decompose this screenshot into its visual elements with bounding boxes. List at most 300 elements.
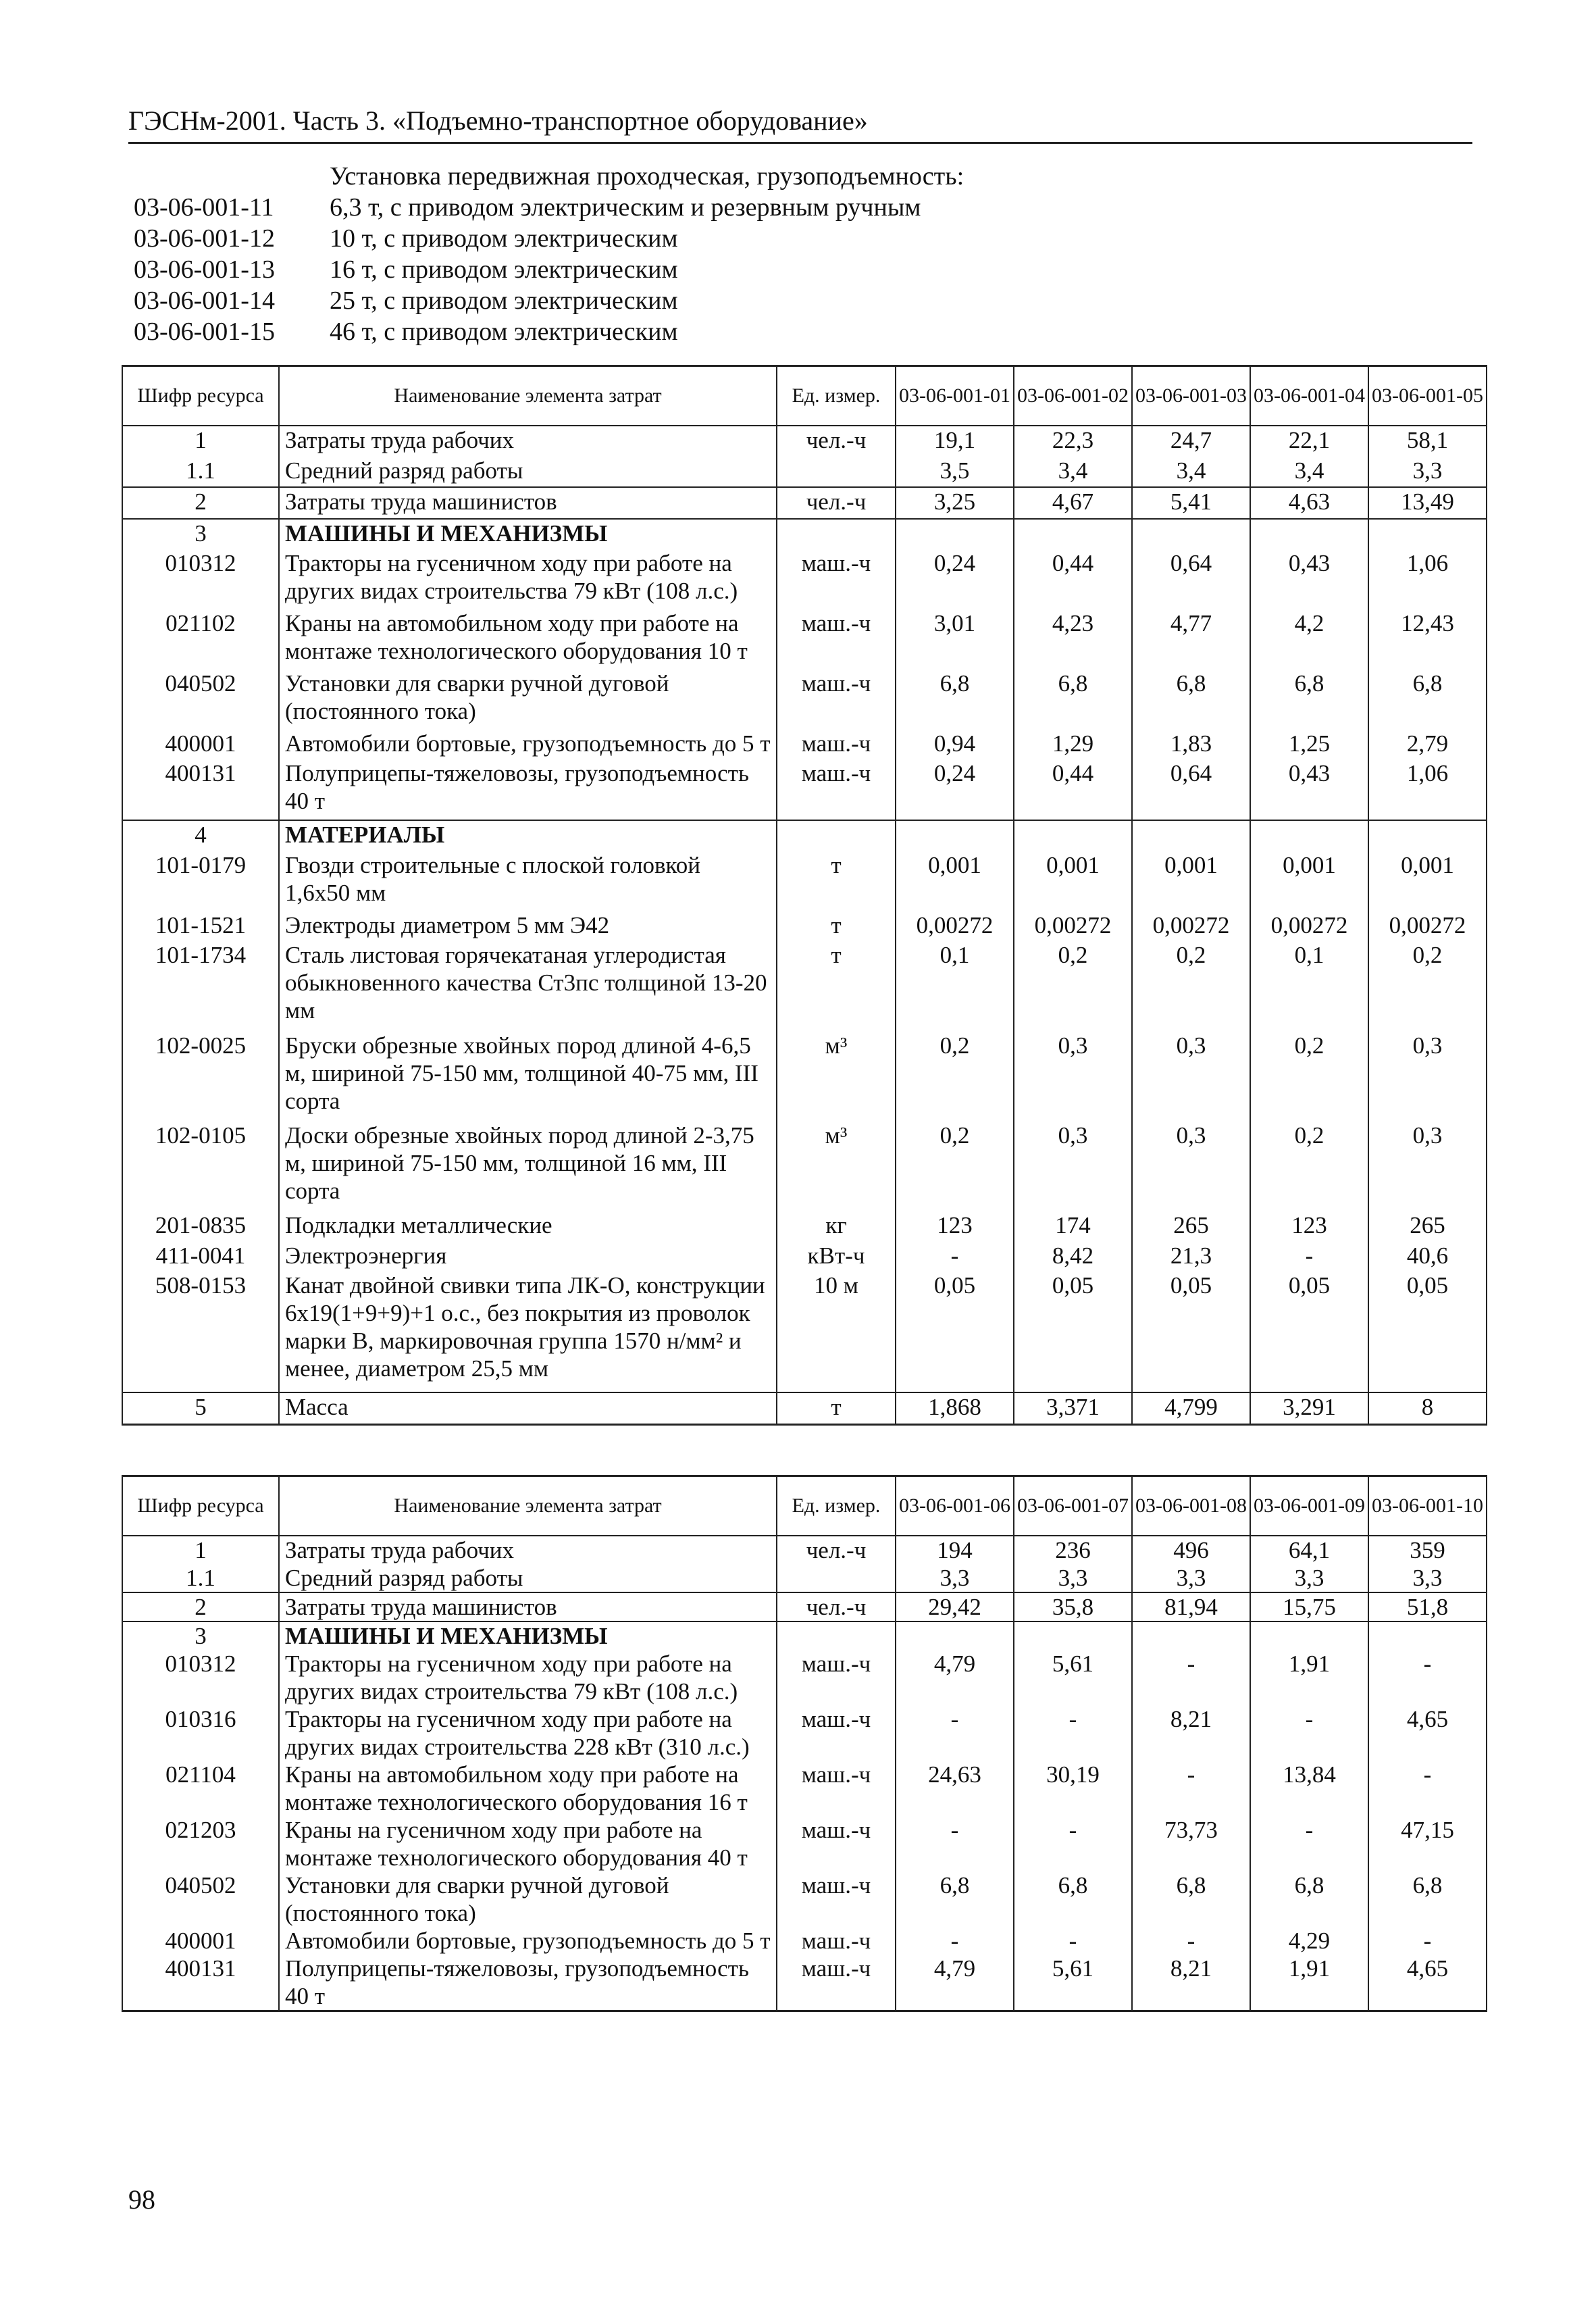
resource-value: 4,23 bbox=[1014, 609, 1132, 670]
resource-name: Затраты труда машинистов bbox=[279, 487, 777, 519]
page-header: ГЭСНм-2001. Часть 3. «Подъемно-транспортное оборудование» bbox=[128, 100, 1472, 144]
resource-value: 22,1 bbox=[1250, 426, 1368, 457]
resource-name: Доски обрезные хвойных пород длиной 2-3,75 м, шириной 75-150 мм, толщиной 16 мм, III сорта bbox=[279, 1122, 777, 1211]
resource-value: 0,001 bbox=[1014, 851, 1132, 911]
resource-value: 3,3 bbox=[1368, 457, 1487, 488]
resource-unit bbox=[777, 457, 896, 488]
resource-unit: маш.-ч bbox=[777, 1816, 896, 1871]
intro-item-text: 25 т, с приводом электрическим bbox=[330, 286, 678, 315]
table-row bbox=[122, 911, 1487, 941]
resource-value: 51,8 bbox=[1368, 1592, 1487, 1621]
resource-value: - bbox=[1368, 1650, 1487, 1705]
resource-value: 3,3 bbox=[1250, 1564, 1368, 1592]
resource-value: 0,1 bbox=[1250, 941, 1368, 1031]
header-column: 03-06-001-04 bbox=[1250, 366, 1368, 426]
resource-value: 64,1 bbox=[1250, 1536, 1368, 1564]
resource-value: - bbox=[1132, 1650, 1250, 1705]
resource-value: 0,00272 bbox=[1014, 911, 1132, 941]
resource-unit: чел.-ч bbox=[777, 426, 896, 457]
resource-value: 6,8 bbox=[1014, 1871, 1132, 1927]
resource-unit: кВт-ч bbox=[777, 1242, 896, 1272]
resource-value: 3,01 bbox=[896, 609, 1014, 670]
resource-unit: маш.-ч bbox=[777, 670, 896, 730]
resource-name: Полуприцепы-тяжеловозы, грузоподъемность 40 т bbox=[279, 1955, 777, 2011]
intro-item-code: 03-06-001-11 bbox=[134, 193, 274, 222]
resource-value: 6,8 bbox=[1368, 670, 1487, 730]
table-row bbox=[122, 519, 1487, 550]
resource-name: МАТЕРИАЛЫ bbox=[279, 820, 777, 851]
resource-code: 400131 bbox=[122, 1955, 279, 2011]
table-row bbox=[122, 1392, 1487, 1424]
resource-unit: т bbox=[777, 851, 896, 911]
resource-unit: маш.-ч bbox=[777, 1927, 896, 1955]
resource-value bbox=[1132, 1621, 1250, 1650]
resource-name: Сталь листовая горячекатаная углеродистая обыкновенного качества Ст3пс толщиной 13-20 мм bbox=[279, 941, 777, 1031]
resource-unit: маш.-ч bbox=[777, 1761, 896, 1816]
resource-code: 010312 bbox=[122, 549, 279, 609]
resource-value: 0,05 bbox=[1368, 1272, 1487, 1392]
resource-value: 0,00272 bbox=[1368, 911, 1487, 941]
resource-value: 22,3 bbox=[1014, 426, 1132, 457]
resource-value: 0,1 bbox=[896, 941, 1014, 1031]
resource-value: - bbox=[1250, 1705, 1368, 1761]
resource-name: Затраты труда рабочих bbox=[279, 426, 777, 457]
resource-value: 4,29 bbox=[1250, 1927, 1368, 1955]
resource-value bbox=[1132, 519, 1250, 550]
resource-value: 1,91 bbox=[1250, 1650, 1368, 1705]
resource-code: 4 bbox=[122, 820, 279, 851]
header-unit: Ед. измер. bbox=[777, 1476, 896, 1536]
resource-value: 6,8 bbox=[1014, 670, 1132, 730]
resource-name: Электроды диаметром 5 мм Э42 bbox=[279, 911, 777, 941]
header-column: 03-06-001-07 bbox=[1014, 1476, 1132, 1536]
resource-value bbox=[896, 1621, 1014, 1650]
resource-value: 174 bbox=[1014, 1211, 1132, 1241]
resource-value: 4,63 bbox=[1250, 487, 1368, 519]
resource-unit bbox=[777, 1564, 896, 1592]
resource-code: 101-0179 bbox=[122, 851, 279, 911]
intro-item bbox=[134, 316, 1451, 347]
resource-value: 0,05 bbox=[896, 1272, 1014, 1392]
resource-value: 0,001 bbox=[1132, 851, 1250, 911]
resource-value: 58,1 bbox=[1368, 426, 1487, 457]
header-name: Наименование элемента затрат bbox=[279, 366, 777, 426]
resource-value: 29,42 bbox=[896, 1592, 1014, 1621]
intro-item-text: 16 т, с приводом электрическим bbox=[330, 255, 678, 284]
header-column: 03-06-001-02 bbox=[1014, 366, 1132, 426]
resource-name: Канат двойной свивки типа ЛК-О, конструкции 6х19(1+9+9)+1 о.с., без покрытия из проволок марки В, маркировочная группа 1570 н/мм² и менее, диаметром 25,5 мм bbox=[279, 1272, 777, 1392]
resource-value: 0,2 bbox=[896, 1122, 1014, 1211]
resource-name: Автомобили бортовые, грузоподъемность до 5 т bbox=[279, 730, 777, 759]
header-column: 03-06-001-05 bbox=[1368, 366, 1487, 426]
table-row bbox=[122, 1211, 1487, 1241]
table-row bbox=[122, 670, 1487, 730]
resource-table-2 bbox=[122, 1475, 1487, 2012]
table-row bbox=[122, 1927, 1487, 1955]
resource-value: 0,00272 bbox=[1250, 911, 1368, 941]
table-row bbox=[122, 1122, 1487, 1211]
table-row bbox=[122, 1705, 1487, 1761]
table-row bbox=[122, 1592, 1487, 1621]
resource-value: 0,43 bbox=[1250, 549, 1368, 609]
intro-title: Установка передвижная проходческая, грузоподъемность: bbox=[330, 162, 964, 191]
resource-value: 0,2 bbox=[1250, 1032, 1368, 1122]
header-code: Шифр ресурса bbox=[122, 1476, 279, 1536]
resource-value: 3,4 bbox=[1250, 457, 1368, 488]
resource-value: 4,77 bbox=[1132, 609, 1250, 670]
resource-value: 0,3 bbox=[1014, 1032, 1132, 1122]
resource-code: 1 bbox=[122, 1536, 279, 1564]
resource-name: Затраты труда машинистов bbox=[279, 1592, 777, 1621]
resource-code: 3 bbox=[122, 519, 279, 550]
resource-unit: т bbox=[777, 1392, 896, 1424]
resource-value bbox=[1250, 519, 1368, 550]
header-column: 03-06-001-08 bbox=[1132, 1476, 1250, 1536]
resource-value: - bbox=[1014, 1705, 1132, 1761]
resource-value bbox=[896, 519, 1014, 550]
resource-name: Подкладки металлические bbox=[279, 1211, 777, 1241]
resource-name: Электроэнергия bbox=[279, 1242, 777, 1272]
resource-value: 21,3 bbox=[1132, 1242, 1250, 1272]
resource-name: Гвозди строительные с плоской головкой 1,6х50 мм bbox=[279, 851, 777, 911]
resource-value: 3,291 bbox=[1250, 1392, 1368, 1424]
resource-code: 400001 bbox=[122, 1927, 279, 1955]
resource-value: 265 bbox=[1368, 1211, 1487, 1241]
table-row bbox=[122, 1871, 1487, 1927]
resource-value: 8,21 bbox=[1132, 1705, 1250, 1761]
resource-unit: чел.-ч bbox=[777, 1536, 896, 1564]
resource-unit: маш.-ч bbox=[777, 1871, 896, 1927]
resource-value: 0,2 bbox=[1132, 941, 1250, 1031]
resource-value bbox=[1250, 1621, 1368, 1650]
resource-value: - bbox=[896, 1242, 1014, 1272]
intro-item-code: 03-06-001-13 bbox=[134, 255, 275, 284]
header-column: 03-06-001-06 bbox=[896, 1476, 1014, 1536]
resource-unit: м³ bbox=[777, 1032, 896, 1122]
resource-code: 040502 bbox=[122, 670, 279, 730]
resource-value: 1,91 bbox=[1250, 1955, 1368, 2011]
resource-value: - bbox=[1250, 1242, 1368, 1272]
resource-value: 73,73 bbox=[1132, 1816, 1250, 1871]
resource-unit: маш.-ч bbox=[777, 1705, 896, 1761]
header-code: Шифр ресурса bbox=[122, 366, 279, 426]
resource-code: 411-0041 bbox=[122, 1242, 279, 1272]
intro-item-text: 6,3 т, с приводом электрическим и резервным ручным bbox=[330, 193, 921, 222]
intro-item bbox=[134, 223, 1451, 254]
intro-block bbox=[134, 161, 1451, 347]
resource-code: 101-1521 bbox=[122, 911, 279, 941]
resource-value: 12,43 bbox=[1368, 609, 1487, 670]
resource-value: 1,83 bbox=[1132, 730, 1250, 759]
resource-unit: маш.-ч bbox=[777, 730, 896, 759]
table-row bbox=[122, 1242, 1487, 1272]
resource-value bbox=[1250, 820, 1368, 851]
table-row bbox=[122, 549, 1487, 609]
table-row bbox=[122, 1536, 1487, 1564]
resource-value: 0,44 bbox=[1014, 549, 1132, 609]
resource-code: 021104 bbox=[122, 1761, 279, 1816]
resource-name: Краны на автомобильном ходу при работе на монтаже технологического оборудования 10 т bbox=[279, 609, 777, 670]
resource-name: МАШИНЫ И МЕХАНИЗМЫ bbox=[279, 519, 777, 550]
table-row bbox=[122, 1621, 1487, 1650]
resource-value: 3,3 bbox=[1014, 1564, 1132, 1592]
resource-value: 0,3 bbox=[1014, 1122, 1132, 1211]
resource-value: 0,24 bbox=[896, 759, 1014, 820]
resource-value: 6,8 bbox=[896, 1871, 1014, 1927]
resource-code: 508-0153 bbox=[122, 1272, 279, 1392]
resource-value: 6,8 bbox=[1250, 1871, 1368, 1927]
table-row bbox=[122, 1272, 1487, 1392]
resource-value: 0,3 bbox=[1132, 1122, 1250, 1211]
table-row bbox=[122, 1564, 1487, 1592]
intro-item bbox=[134, 254, 1451, 285]
resource-value: 0,2 bbox=[896, 1032, 1014, 1122]
resource-value: 3,25 bbox=[896, 487, 1014, 519]
resource-unit: маш.-ч bbox=[777, 609, 896, 670]
resource-value: - bbox=[896, 1705, 1014, 1761]
header-column: 03-06-001-03 bbox=[1132, 366, 1250, 426]
resource-unit: т bbox=[777, 911, 896, 941]
resource-name: Тракторы на гусеничном ходу при работе на других видах строительства 79 кВт (108 л.с.) bbox=[279, 549, 777, 609]
resource-value: 19,1 bbox=[896, 426, 1014, 457]
resource-value: 0,24 bbox=[896, 549, 1014, 609]
resource-unit: м³ bbox=[777, 1122, 896, 1211]
resource-value: 0,001 bbox=[1250, 851, 1368, 911]
resource-value: 0,05 bbox=[1014, 1272, 1132, 1392]
resource-value: 3,4 bbox=[1132, 457, 1250, 488]
resource-unit: кг bbox=[777, 1211, 896, 1241]
resource-value: 0,3 bbox=[1368, 1032, 1487, 1122]
resource-name: Установки для сварки ручной дуговой (постоянного тока) bbox=[279, 1871, 777, 1927]
resource-code: 5 bbox=[122, 1392, 279, 1424]
resource-value: 5,61 bbox=[1014, 1650, 1132, 1705]
resource-unit: 10 м bbox=[777, 1272, 896, 1392]
resource-value: - bbox=[1014, 1816, 1132, 1871]
resource-code: 102-0105 bbox=[122, 1122, 279, 1211]
resource-value: 0,05 bbox=[1132, 1272, 1250, 1392]
resource-value: 0,3 bbox=[1132, 1032, 1250, 1122]
header-name: Наименование элемента затрат bbox=[279, 1476, 777, 1536]
resource-value bbox=[1014, 1621, 1132, 1650]
resource-value: 0,00272 bbox=[1132, 911, 1250, 941]
resource-value: 0,2 bbox=[1368, 941, 1487, 1031]
resource-value: 1,868 bbox=[896, 1392, 1014, 1424]
resource-name: Бруски обрезные хвойных пород длиной 4-6,5 м, шириной 75-150 мм, толщиной 40-75 мм, III сорта bbox=[279, 1032, 777, 1122]
resource-value: 6,8 bbox=[1132, 670, 1250, 730]
resource-value: 13,84 bbox=[1250, 1761, 1368, 1816]
resource-value: 3,371 bbox=[1014, 1392, 1132, 1424]
resource-value: 496 bbox=[1132, 1536, 1250, 1564]
resource-value: 3,3 bbox=[1368, 1564, 1487, 1592]
resource-value: 3,4 bbox=[1014, 457, 1132, 488]
resource-value: 123 bbox=[1250, 1211, 1368, 1241]
resource-value: - bbox=[1014, 1927, 1132, 1955]
resource-value: 0,44 bbox=[1014, 759, 1132, 820]
resource-unit: чел.-ч bbox=[777, 1592, 896, 1621]
resource-value: 4,65 bbox=[1368, 1955, 1487, 2011]
resource-unit bbox=[777, 519, 896, 550]
resource-code: 010312 bbox=[122, 1650, 279, 1705]
table-row bbox=[122, 759, 1487, 820]
resource-value bbox=[1014, 519, 1132, 550]
resource-value: 6,8 bbox=[1368, 1871, 1487, 1927]
resource-value: 0,00272 bbox=[896, 911, 1014, 941]
resource-unit: маш.-ч bbox=[777, 1955, 896, 2011]
resource-name: Средний разряд работы bbox=[279, 1564, 777, 1592]
resource-value: - bbox=[1368, 1761, 1487, 1816]
intro-item-code: 03-06-001-14 bbox=[134, 286, 275, 315]
intro-item-code: 03-06-001-15 bbox=[134, 318, 275, 346]
resource-value bbox=[1014, 820, 1132, 851]
table-row bbox=[122, 609, 1487, 670]
table-row bbox=[122, 487, 1487, 519]
resource-name: Затраты труда рабочих bbox=[279, 1536, 777, 1564]
resource-unit bbox=[777, 820, 896, 851]
resource-value: 4,2 bbox=[1250, 609, 1368, 670]
resource-unit: маш.-ч bbox=[777, 1650, 896, 1705]
resource-value: - bbox=[896, 1816, 1014, 1871]
header-column: 03-06-001-10 bbox=[1368, 1476, 1487, 1536]
resource-value: 8,21 bbox=[1132, 1955, 1250, 2011]
resource-value: 0,94 bbox=[896, 730, 1014, 759]
resource-name: Тракторы на гусеничном ходу при работе на других видах строительства 79 кВт (108 л.с.) bbox=[279, 1650, 777, 1705]
resource-value: 47,15 bbox=[1368, 1816, 1487, 1871]
resource-code: 400131 bbox=[122, 759, 279, 820]
resource-value: 194 bbox=[896, 1536, 1014, 1564]
resource-value: 6,8 bbox=[896, 670, 1014, 730]
header-unit: Ед. измер. bbox=[777, 366, 896, 426]
resource-code: 021203 bbox=[122, 1816, 279, 1871]
intro-item bbox=[134, 192, 1451, 223]
resource-value: 3,3 bbox=[1132, 1564, 1250, 1592]
resource-value: 0,64 bbox=[1132, 759, 1250, 820]
resource-name: Автомобили бортовые, грузоподъемность до 5 т bbox=[279, 1927, 777, 1955]
resource-table-1 bbox=[122, 365, 1487, 1426]
table-row bbox=[122, 1761, 1487, 1816]
table-row bbox=[122, 851, 1487, 911]
resource-name: Полуприцепы-тяжеловозы, грузоподъемность 40 т bbox=[279, 759, 777, 820]
resource-value: 24,63 bbox=[896, 1761, 1014, 1816]
header-column: 03-06-001-09 bbox=[1250, 1476, 1368, 1536]
resource-value: 5,61 bbox=[1014, 1955, 1132, 2011]
resource-code: 010316 bbox=[122, 1705, 279, 1761]
resource-value: 8 bbox=[1368, 1392, 1487, 1424]
table-row bbox=[122, 1955, 1487, 2011]
resource-value: 5,41 bbox=[1132, 487, 1250, 519]
resource-code: 101-1734 bbox=[122, 941, 279, 1031]
resource-code: 3 bbox=[122, 1621, 279, 1650]
resource-code: 400001 bbox=[122, 730, 279, 759]
resource-value: 0,001 bbox=[1368, 851, 1487, 911]
header-column: 03-06-001-01 bbox=[896, 366, 1014, 426]
resource-name: Масса bbox=[279, 1392, 777, 1424]
resource-value: 24,7 bbox=[1132, 426, 1250, 457]
resource-name: МАШИНЫ И МЕХАНИЗМЫ bbox=[279, 1621, 777, 1650]
resource-value: 0,2 bbox=[1250, 1122, 1368, 1211]
resource-value: 0,05 bbox=[1250, 1272, 1368, 1392]
resource-code: 201-0835 bbox=[122, 1211, 279, 1241]
resource-value: 0,001 bbox=[896, 851, 1014, 911]
page-number: 98 bbox=[128, 2184, 155, 2215]
resource-value: 1,29 bbox=[1014, 730, 1132, 759]
resource-value bbox=[1368, 820, 1487, 851]
resource-value: 40,6 bbox=[1368, 1242, 1487, 1272]
intro-item-text: 46 т, с приводом электрическим bbox=[330, 318, 678, 346]
intro-item-text: 10 т, с приводом электрическим bbox=[330, 224, 678, 253]
resource-value: 265 bbox=[1132, 1211, 1250, 1241]
resource-value bbox=[896, 820, 1014, 851]
resource-value: - bbox=[1368, 1927, 1487, 1955]
resource-code: 2 bbox=[122, 487, 279, 519]
resource-value: - bbox=[896, 1927, 1014, 1955]
resource-value: - bbox=[1132, 1761, 1250, 1816]
table-row bbox=[122, 1032, 1487, 1122]
table-row bbox=[122, 426, 1487, 457]
resource-value: - bbox=[1250, 1816, 1368, 1871]
resource-code: 1 bbox=[122, 426, 279, 457]
resource-value: 236 bbox=[1014, 1536, 1132, 1564]
resource-code: 1.1 bbox=[122, 1564, 279, 1592]
table-row bbox=[122, 457, 1487, 488]
resource-name: Установки для сварки ручной дуговой (постоянного тока) bbox=[279, 670, 777, 730]
resource-unit: т bbox=[777, 941, 896, 1031]
table-row bbox=[122, 1816, 1487, 1871]
resource-value: 3,5 bbox=[896, 457, 1014, 488]
resource-name: Средний разряд работы bbox=[279, 457, 777, 488]
table-row bbox=[122, 1650, 1487, 1705]
resource-value: 0,64 bbox=[1132, 549, 1250, 609]
resource-value bbox=[1368, 1621, 1487, 1650]
resource-value: 1,06 bbox=[1368, 759, 1487, 820]
intro-item-code: 03-06-001-12 bbox=[134, 224, 275, 253]
resource-unit bbox=[777, 1621, 896, 1650]
resource-code: 021102 bbox=[122, 609, 279, 670]
resource-value: - bbox=[1132, 1927, 1250, 1955]
resource-value: 8,42 bbox=[1014, 1242, 1132, 1272]
resource-value: 4,79 bbox=[896, 1955, 1014, 2011]
resource-value: 15,75 bbox=[1250, 1592, 1368, 1621]
table-row bbox=[122, 820, 1487, 851]
resource-value: 3,3 bbox=[896, 1564, 1014, 1592]
resource-value: 6,8 bbox=[1250, 670, 1368, 730]
table-row bbox=[122, 941, 1487, 1031]
intro-item bbox=[134, 285, 1451, 316]
resource-unit: маш.-ч bbox=[777, 759, 896, 820]
resource-value bbox=[1368, 519, 1487, 550]
resource-value: 123 bbox=[896, 1211, 1014, 1241]
resource-value: 30,19 bbox=[1014, 1761, 1132, 1816]
resource-value: 4,65 bbox=[1368, 1705, 1487, 1761]
resource-value: 6,8 bbox=[1132, 1871, 1250, 1927]
resource-value: 359 bbox=[1368, 1536, 1487, 1564]
resource-name: Тракторы на гусеничном ходу при работе на других видах строительства 228 кВт (310 л.с.) bbox=[279, 1705, 777, 1761]
resource-value: 81,94 bbox=[1132, 1592, 1250, 1621]
resource-code: 102-0025 bbox=[122, 1032, 279, 1122]
resource-value: 1,25 bbox=[1250, 730, 1368, 759]
resource-value bbox=[1132, 820, 1250, 851]
resource-value: 2,79 bbox=[1368, 730, 1487, 759]
resource-value: 0,2 bbox=[1014, 941, 1132, 1031]
resource-unit: чел.-ч bbox=[777, 487, 896, 519]
resource-code: 2 bbox=[122, 1592, 279, 1621]
resource-value: 13,49 bbox=[1368, 487, 1487, 519]
resource-code: 040502 bbox=[122, 1871, 279, 1927]
resource-name: Краны на гусеничном ходу при работе на монтаже технологического оборудования 40 т bbox=[279, 1816, 777, 1871]
resource-code: 1.1 bbox=[122, 457, 279, 488]
resource-value: 4,67 bbox=[1014, 487, 1132, 519]
intro-list bbox=[134, 192, 1451, 347]
table-row bbox=[122, 730, 1487, 759]
